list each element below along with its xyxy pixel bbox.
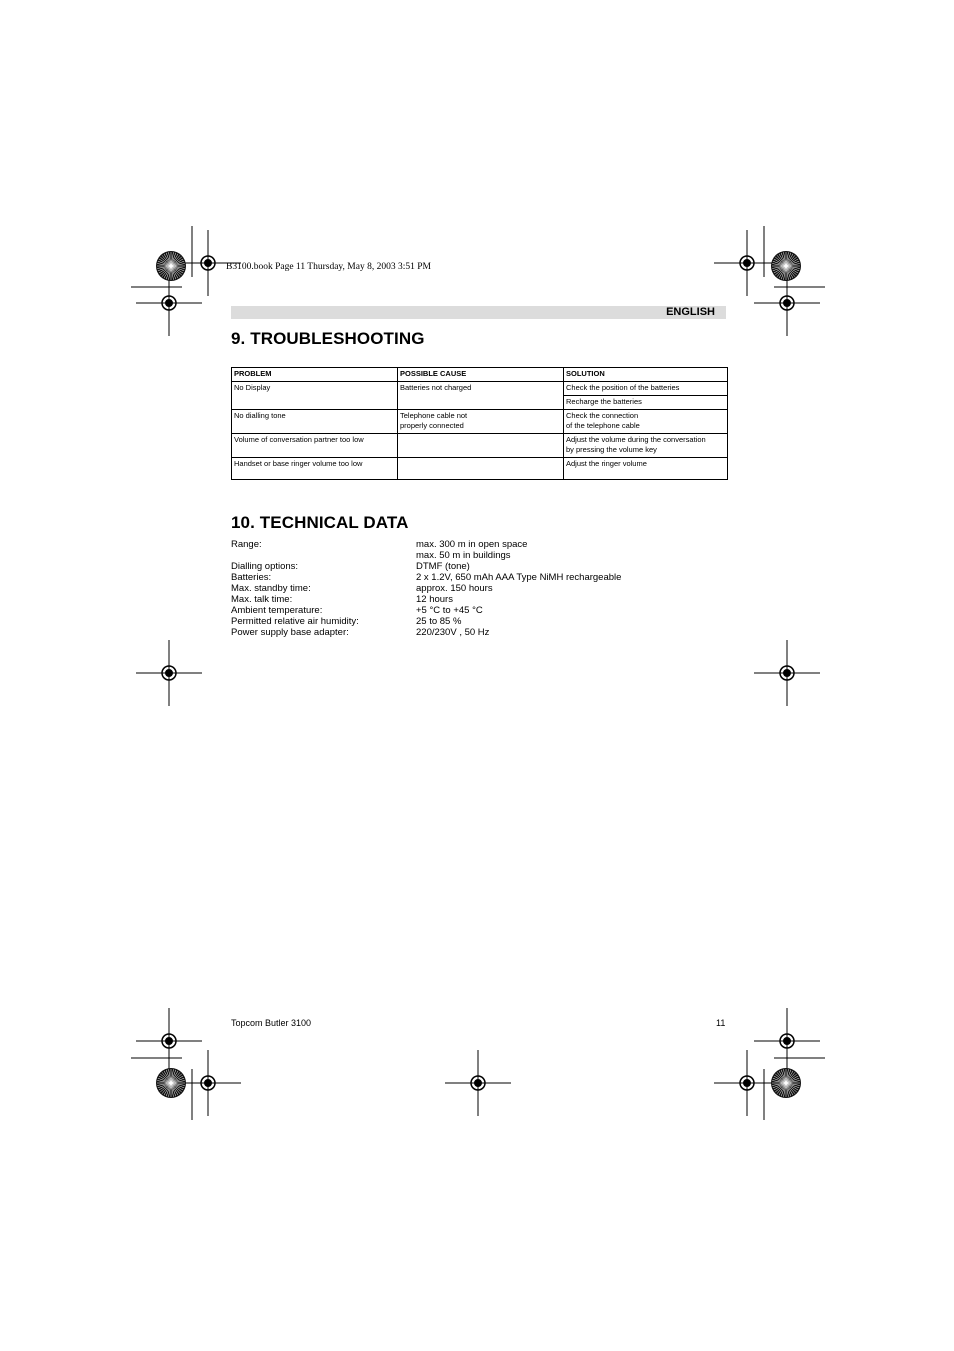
spec-key: Ambient temperature: <box>231 605 323 616</box>
table-row <box>232 410 728 434</box>
cell-solution: Check the position of the batteries <box>564 382 728 396</box>
spec-value: 220/230V , 50 Hz <box>416 627 490 638</box>
list-item <box>231 561 621 572</box>
cell-solution <box>564 410 728 434</box>
cell-problem: No dialling tone <box>232 410 398 434</box>
list-item <box>231 594 621 605</box>
starburst-target-icon <box>771 1068 801 1098</box>
section-heading-troubleshooting <box>231 329 425 349</box>
cell-solution: Adjust the ringer volume <box>564 458 728 480</box>
section-title: TECHNICAL DATA <box>259 513 409 532</box>
cell-problem: No Display <box>232 382 398 410</box>
cell-cause: Batteries not charged <box>398 382 564 410</box>
spec-value: approx. 150 hours <box>416 583 493 594</box>
cell-line: Check the connection <box>566 411 639 420</box>
section-title: TROUBLESHOOTING <box>250 329 425 348</box>
cell-solution: Recharge the batteries <box>564 396 728 410</box>
table-row <box>232 434 728 458</box>
spec-value: max. 300 m in open space <box>416 539 528 550</box>
registration-mark-icon <box>754 640 820 706</box>
cell-solution <box>564 434 728 458</box>
cell-cause <box>398 458 564 480</box>
spec-value: 2 x 1.2V, 650 mAh AAA Type NiMH rechargeable <box>416 572 622 583</box>
cell-problem: Volume of conversation partner too low <box>232 434 398 458</box>
registration-mark-icon <box>136 640 202 706</box>
registration-mark-icon <box>714 1050 780 1116</box>
starburst-target-icon <box>156 1068 186 1098</box>
spec-key: Dialling options: <box>231 561 299 572</box>
footer-page-number: 11 <box>716 1018 726 1028</box>
registration-mark-icon <box>754 1008 820 1074</box>
technical-data-list <box>231 539 621 638</box>
cell-line: properly connected <box>400 421 464 430</box>
table-header-row <box>232 368 728 382</box>
registration-mark-icon <box>714 230 780 296</box>
list-item <box>231 550 621 561</box>
section-number: 10. <box>231 513 255 532</box>
starburst-target-icon <box>156 251 186 281</box>
print-header: B3100.book Page 11 Thursday, May 8, 2003 3:51 PM <box>226 262 431 272</box>
footer-product-name: Topcom Butler 3100 <box>231 1018 312 1028</box>
spec-value: 12 hours <box>416 594 453 605</box>
spec-key <box>231 550 416 561</box>
starburst-target-icon <box>771 251 801 281</box>
cell-line: of the telephone cable <box>566 421 640 430</box>
list-item <box>231 572 621 583</box>
spec-key: Permitted relative air humidity: <box>231 616 359 627</box>
cell-problem: Handset or base ringer volume too low <box>232 458 398 480</box>
spec-key: Max. standby time: <box>231 583 311 594</box>
table-row <box>232 458 728 480</box>
cell-cause <box>398 410 564 434</box>
spec-key: Power supply base adapter: <box>231 627 349 638</box>
cell-line: Telephone cable not <box>400 411 468 420</box>
header-cause: POSSIBLE CAUSE <box>398 368 564 382</box>
cell-line: Adjust the volume during the conversation <box>566 435 706 444</box>
spec-key: Range: <box>231 539 262 550</box>
spec-key: Max. talk time: <box>231 594 293 605</box>
section-heading-technical-data <box>231 513 409 533</box>
registration-mark-icon <box>445 1050 511 1116</box>
spec-value: max. 50 m in buildings <box>416 550 511 561</box>
section-number: 9. <box>231 329 246 348</box>
header-problem: PROBLEM <box>232 368 398 382</box>
cell-line: by pressing the volume key <box>566 445 657 454</box>
spec-value: +5 °C to +45 °C <box>416 605 483 616</box>
header-solution: SOLUTION <box>564 368 728 382</box>
language-label: ENGLISH <box>666 306 715 318</box>
spec-key: Batteries: <box>231 572 272 583</box>
cell-cause <box>398 434 564 458</box>
list-item <box>231 539 621 550</box>
language-bar <box>231 306 726 319</box>
list-item <box>231 627 621 638</box>
troubleshooting-table <box>231 367 728 480</box>
table-row <box>232 382 728 396</box>
registration-mark-icon <box>136 1008 202 1074</box>
list-item <box>231 605 621 616</box>
spec-value: DTMF (tone) <box>416 561 470 572</box>
spec-value: 25 to 85 % <box>416 616 462 627</box>
list-item <box>231 616 621 627</box>
list-item <box>231 583 621 594</box>
